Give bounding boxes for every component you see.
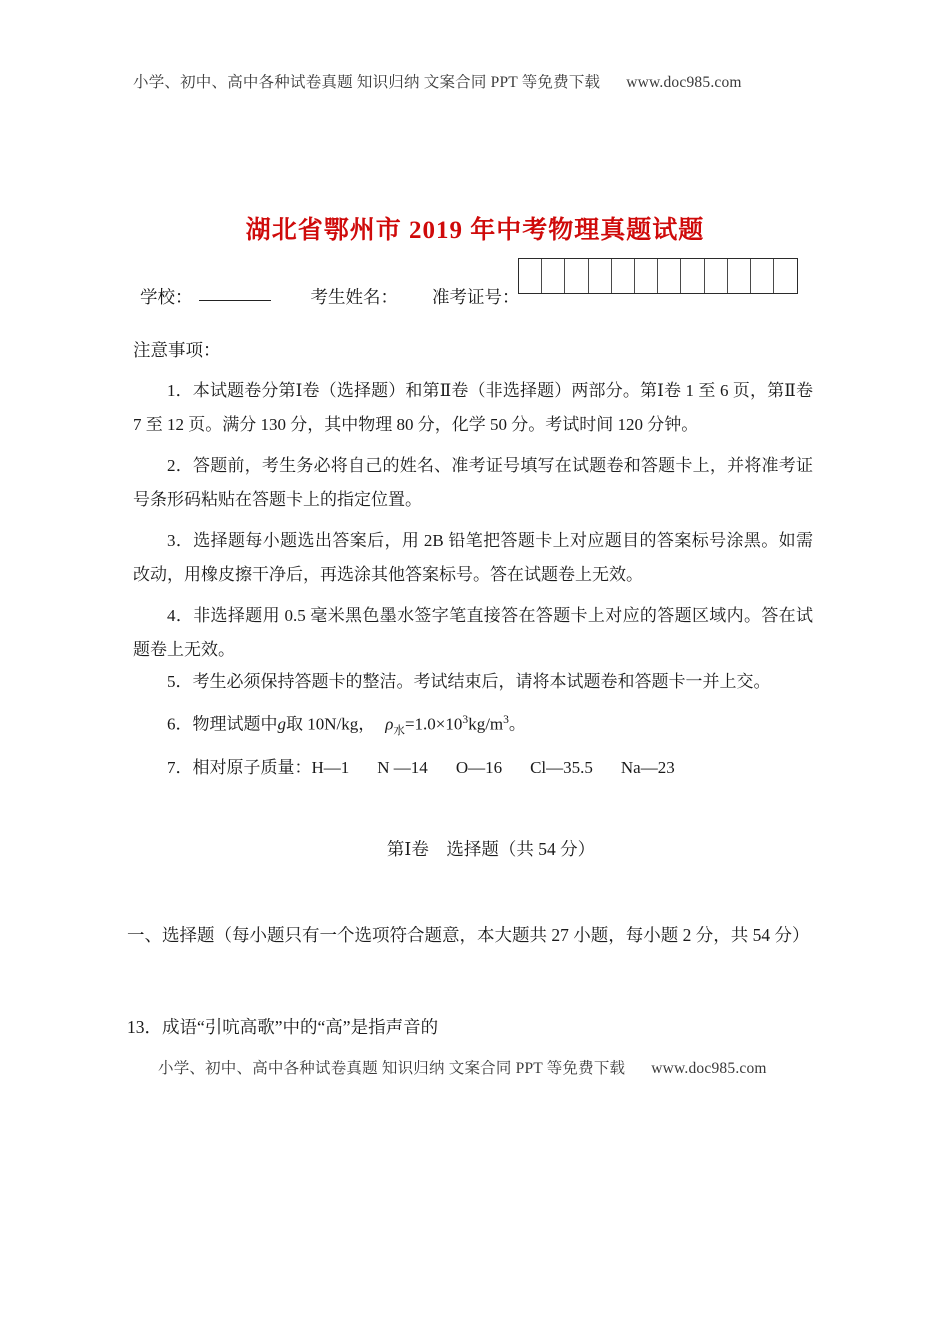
candidate-name-label: 考生姓名： xyxy=(310,287,398,307)
density-value: =1.0×10 xyxy=(404,714,463,734)
ticket-cell[interactable] xyxy=(681,259,704,293)
ticket-number-label: 准考证号： xyxy=(432,287,520,307)
watermark-header-url: www.doc985.com xyxy=(626,74,742,91)
watermark-header-text: 小学、初中、高中各种试卷真题 知识归纳 文案合同 PPT 等免费下载 xyxy=(133,74,601,91)
atomic-mass-na: Na—23 xyxy=(620,758,675,777)
notice-4-text: 非选择题用 0.5 毫米黑色墨水签字笔直接答在答题卡上对应的答题区域内。答在试题卷上无效。 xyxy=(133,606,814,659)
atomic-mass-h: H—1 xyxy=(311,758,350,777)
multiple-choice-instructions: 一、选择题（每小题只有一个选项符合题意，本大题共 27 小题，每小题 2 分，共 54 分） xyxy=(127,925,810,945)
notice-item-1 xyxy=(133,374,813,442)
ticket-cell[interactable] xyxy=(542,259,565,293)
gravity-symbol: g xyxy=(277,714,286,734)
section-heading-part-one: 第Ⅰ卷 选择题（共 54 分） xyxy=(386,839,596,859)
page-title: 湖北省鄂州市 2019 年中考物理真题试题 xyxy=(245,217,705,244)
question-13: 13．成语“引吭高歌”中的“高”是指声音的 xyxy=(127,1017,439,1037)
notice-1-number: 1． xyxy=(167,381,193,400)
school-input-blank[interactable] xyxy=(199,300,271,301)
notice-5-text: 考生必须保持答题卡的整洁。考试结束后，请将本试题卷和答题卡一并上交。 xyxy=(192,672,771,691)
notice-3-number: 3． xyxy=(167,531,194,550)
notice-item-4 xyxy=(133,599,813,667)
student-info-line xyxy=(140,284,520,309)
watermark-footer-url: www.doc985.com xyxy=(651,1060,767,1077)
ticket-cell[interactable] xyxy=(612,259,635,293)
ticket-cell[interactable] xyxy=(635,259,658,293)
watermark-footer-text: 小学、初中、高中各种试卷真题 知识归纳 文案合同 PPT 等免费下载 xyxy=(158,1060,626,1077)
notice-3-text: 选择题每小题选出答案后，用 2B 铅笔把答题卡上对应题目的答案标号涂黑。如需改动，用橡皮擦干净后，再选涂其他答案标号。答在试题卷上无效。 xyxy=(133,531,813,584)
ticket-cell[interactable] xyxy=(565,259,588,293)
notice-7-number: 7． xyxy=(167,758,193,777)
atomic-mass-n: N —14 xyxy=(377,758,428,777)
notice-item-6 xyxy=(133,703,813,748)
ticket-cell[interactable] xyxy=(728,259,751,293)
notice-5-number: 5． xyxy=(167,672,193,691)
atomic-mass-cl: Cl—35.5 xyxy=(530,758,593,777)
ticket-cell[interactable] xyxy=(589,259,612,293)
density-subscript: 水 xyxy=(393,724,405,738)
admission-ticket-grid[interactable] xyxy=(518,258,798,294)
notice-item-7 xyxy=(133,751,813,785)
density-unit: kg/m xyxy=(468,714,504,734)
notice-1-text: 本试题卷分第Ⅰ卷（选择题）和第Ⅱ卷（非选择题）两部分。第Ⅰ卷 1 至 6 页，第Ⅱ卷 7 至 12 页。满分 130 分，其中物理 80 分，化学 50 分。考试时间 120 分钟。 xyxy=(133,381,813,434)
notice-6-suffix: 。 xyxy=(508,714,526,734)
ticket-cell[interactable] xyxy=(751,259,774,293)
ticket-cell[interactable] xyxy=(774,259,797,293)
notices-heading: 注意事项： xyxy=(133,340,221,360)
ticket-cell[interactable] xyxy=(519,259,542,293)
notice-6-prefix: 物理试题中 xyxy=(192,714,278,734)
notice-6-number: 6． xyxy=(167,714,193,734)
watermark-header xyxy=(133,70,833,92)
notice-item-3 xyxy=(133,524,813,592)
notice-2-number: 2． xyxy=(167,456,193,475)
notice-item-5 xyxy=(133,665,813,699)
density-symbol: ρ xyxy=(385,714,394,734)
ticket-cell[interactable] xyxy=(658,259,681,293)
gravity-value: 取 10N/kg， xyxy=(286,714,376,734)
school-label: 学校： xyxy=(140,287,193,307)
atomic-mass-o: O—16 xyxy=(455,758,503,777)
density-unit-exponent: 3 xyxy=(503,713,509,726)
density-exponent: 3 xyxy=(462,713,469,726)
notice-4-number: 4． xyxy=(167,606,194,625)
notice-item-2 xyxy=(133,449,813,517)
watermark-footer xyxy=(158,1056,858,1078)
notice-2-text: 答题前，考生务必将自己的姓名、准考证号填写在试题卷和答题卡上，并将准考证号条形码粘贴在答题卡上的指定位置。 xyxy=(133,456,814,509)
ticket-cell[interactable] xyxy=(705,259,728,293)
notice-7-label: 相对原子质量： xyxy=(192,758,312,777)
